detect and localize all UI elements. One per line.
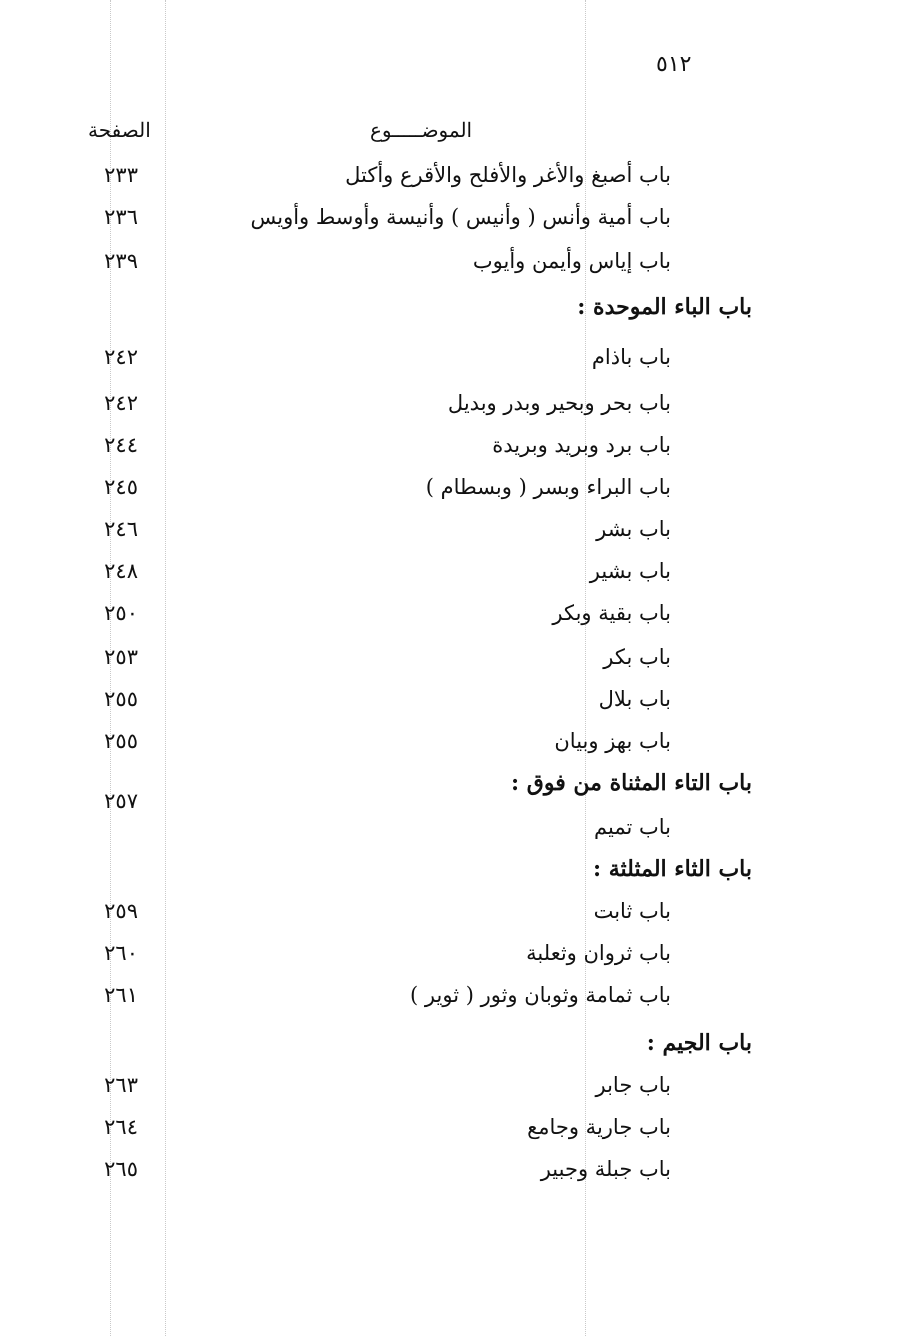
toc-entry-row xyxy=(0,724,914,758)
entry-title: باب أصبغ والأغر والأفلح والأقرع وأكتل xyxy=(345,163,671,187)
entry-page-number: ٢٣٣ xyxy=(104,163,138,187)
entry-title: باب بكر xyxy=(603,645,671,669)
entry-page-number: ٢٤٨ xyxy=(104,559,138,583)
entry-title: باب بشر xyxy=(596,517,671,541)
toc-entry-row xyxy=(0,554,914,588)
entry-title: باب ثابت xyxy=(593,899,671,923)
entry-page-number: ٢٥٩ xyxy=(104,899,138,923)
entry-title: باب جارية وجامع xyxy=(527,1115,671,1139)
toc-entry-row xyxy=(0,386,914,420)
entry-title: باب جابر xyxy=(595,1073,671,1097)
entry-page-number: ٢٤٢ xyxy=(104,391,138,415)
section-heading: باب الجيم : xyxy=(646,1030,752,1056)
page-number: ٥١٢ xyxy=(656,52,692,77)
section-heading-row xyxy=(0,766,914,813)
entry-page-number: ٢٤٢ xyxy=(104,345,138,369)
toc-entry-row xyxy=(0,428,914,462)
entry-page-number: ٢٤٤ xyxy=(104,433,138,457)
entry-page-number: ٢٥٥ xyxy=(104,687,138,711)
entry-page-number: ٢٤٥ xyxy=(104,475,138,499)
entry-page-number: ٢٦٥ xyxy=(104,1157,138,1181)
toc-entry-row xyxy=(0,1068,914,1102)
entry-title: باب تميم xyxy=(594,815,671,839)
toc-entry-row xyxy=(0,596,914,630)
entry-page-number: ٢٥٣ xyxy=(104,645,138,669)
toc-entry-row xyxy=(0,200,914,234)
toc-entry-row xyxy=(0,640,914,674)
entry-page-number: ٢٦١ xyxy=(104,983,138,1007)
entry-title: باب أمية وأنس ( وأنيس ) وأنيسة وأوسط وأويس xyxy=(250,205,671,229)
section-heading-row xyxy=(0,290,914,324)
toc-entry-row xyxy=(0,1152,914,1186)
entry-page-number: ٢٥٥ xyxy=(104,729,138,753)
entry-title: باب البراء وبسر ( وبسطام ) xyxy=(425,475,671,499)
section-heading: باب الثاء المثلثة : xyxy=(592,856,752,882)
entry-title: باب برد وبريد وبريدة xyxy=(492,433,671,457)
entry-title: باب بقية وبكر xyxy=(552,601,671,625)
column-header-topic: الموضـــــوع xyxy=(370,118,473,142)
entry-page-number: ٢٥٠ xyxy=(104,601,138,625)
entry-title: باب بشير xyxy=(589,559,671,583)
entry-page-number: ٢٦٤ xyxy=(104,1115,138,1139)
toc-entry-row xyxy=(0,158,914,192)
toc-entry-row xyxy=(0,340,914,374)
entry-title: باب جبلة وجبير xyxy=(540,1157,671,1181)
entry-title: باب ثمامة وثوبان وثور ( ثوير ) xyxy=(410,983,671,1007)
toc-entry-row xyxy=(0,682,914,716)
entry-title: باب بلال xyxy=(598,687,671,711)
entry-title: باب ثروان وثعلبة xyxy=(526,941,671,965)
toc-entry-row xyxy=(0,936,914,970)
entry-page-number: ٢٦٣ xyxy=(104,1073,138,1097)
toc-entry-row xyxy=(0,512,914,546)
toc-entry-row xyxy=(0,470,914,504)
section-heading: باب الباء الموحدة : xyxy=(577,294,752,320)
toc-entry-row xyxy=(0,810,914,844)
entry-page-number: ٢٣٩ xyxy=(104,249,138,273)
entry-page-number: ٢٥٧ xyxy=(104,789,138,813)
entry-title: باب إياس وأيمن وأيوب xyxy=(472,249,671,273)
section-heading: باب التاء المثناة من فوق : xyxy=(511,770,752,796)
toc-entry-row xyxy=(0,244,914,278)
section-heading-row xyxy=(0,1026,914,1060)
entry-title: باب باذام xyxy=(591,345,671,369)
toc-entry-row xyxy=(0,1110,914,1144)
toc-entry-row xyxy=(0,894,914,928)
section-heading-row xyxy=(0,852,914,886)
entry-page-number: ٢٦٠ xyxy=(104,941,138,965)
toc-entry-row xyxy=(0,978,914,1012)
entry-title: باب بهز وبيان xyxy=(554,729,671,753)
column-header-page: الصفحة xyxy=(88,118,151,142)
entry-page-number: ٢٤٦ xyxy=(104,517,138,541)
entry-page-number: ٢٣٦ xyxy=(104,205,138,229)
entry-title: باب بحر وبحير وبدر وبديل xyxy=(447,391,671,415)
